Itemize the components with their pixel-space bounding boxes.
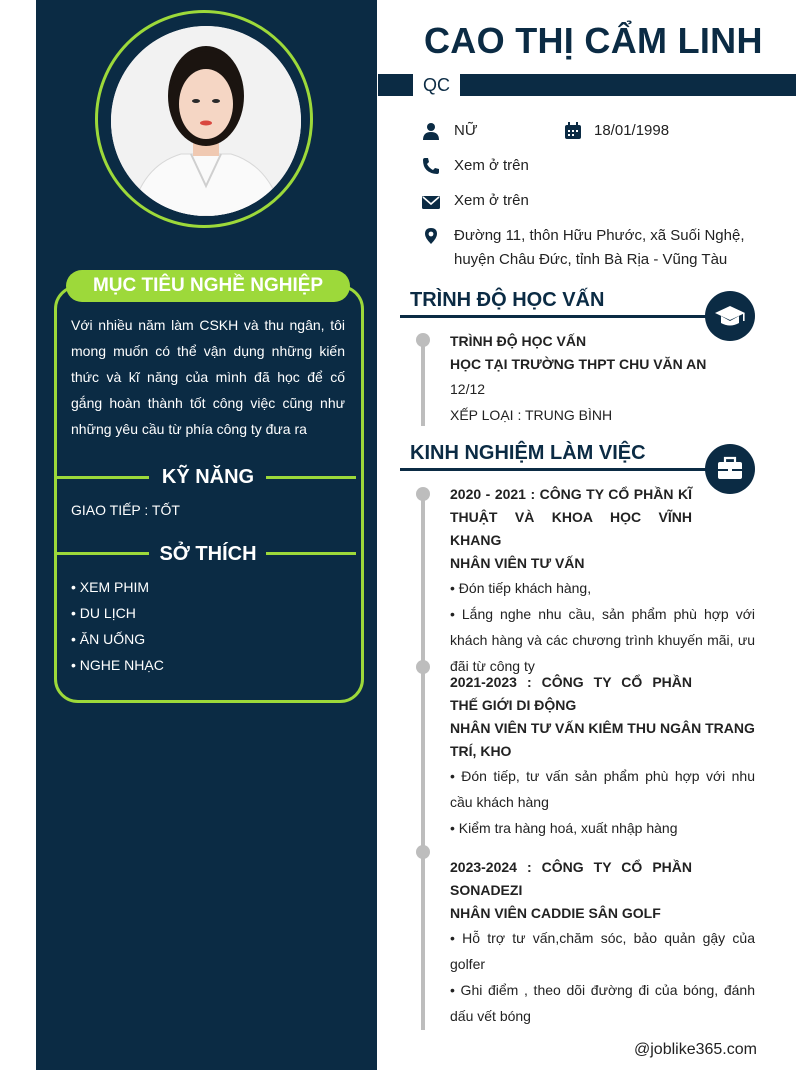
timeline-dot bbox=[416, 660, 430, 674]
candidate-name: CAO THỊ CẨM LINH bbox=[424, 20, 763, 61]
school-name: HỌC TẠI TRƯỜNG THPT CHU VĂN AN bbox=[450, 356, 707, 372]
job-duty: • Lắng nghe nhu cầu, sản phẩm phù hợp với khách hàng và các chương trình khuyến mãi, ưu đãi từ công ty bbox=[450, 606, 755, 674]
gender: NỮ bbox=[454, 122, 478, 139]
rank: XẾP LOẠI : TRUNG BÌNH bbox=[450, 407, 613, 423]
skills-title: KỸ NĂNG bbox=[161, 466, 255, 488]
grade: 12/12 bbox=[450, 381, 486, 397]
phone: Xem ở trên bbox=[454, 157, 529, 174]
hobby-item: • NGHE NHẠC bbox=[71, 657, 164, 673]
hobbies-title: SỞ THÍCH bbox=[159, 543, 257, 565]
job-heading: 2020 - 2021 : CÔNG TY CỔ PHẦN KĨ THUẬT VÀ KHOA HỌC VĨNH KHANG bbox=[450, 486, 692, 548]
avatar bbox=[111, 26, 301, 216]
job-entry bbox=[450, 856, 755, 1029]
job-heading: 2021-2023 : CÔNG TY CỔ PHẦN THẾ GIỚI DI ĐỘNG bbox=[450, 674, 692, 713]
objective-title: MỤC TIÊU NGHỀ NGHIỆP bbox=[66, 270, 350, 302]
phone-icon bbox=[422, 157, 440, 175]
divider bbox=[266, 552, 356, 555]
job-position: NHÂN VIÊN TƯ VẤN bbox=[450, 555, 585, 571]
skill-item: GIAO TIẾP : TỐT bbox=[71, 502, 180, 518]
job-entry bbox=[450, 483, 755, 679]
education-title: TRÌNH ĐỘ HỌC VẤN bbox=[410, 289, 605, 311]
job-duty: • Đón tiếp, tư vấn sản phẩm phù hợp với nhu cầu khách hàng bbox=[450, 768, 755, 810]
objective-text: Với nhiều năm làm CSKH và thu ngân, tôi mong muốn có thể vận dụng những kiến thức và kĩ năng của mình đã học để cố gắng hoàn thành tốt công việc cũng như những yêu cầu từ phía công ty đưa ra bbox=[71, 317, 345, 437]
divider bbox=[266, 476, 356, 479]
experience-title: KINH NGHIỆM LÀM VIỆC bbox=[410, 442, 646, 464]
education-entry bbox=[450, 330, 755, 428]
location-icon bbox=[422, 227, 440, 245]
divider bbox=[400, 468, 730, 471]
address-line-1: Đường 11, thôn Hữu Phước, xã Suối Nghệ, bbox=[454, 227, 745, 244]
address-line-2: huyện Châu Đức, tỉnh Bà Rịa - Vũng Tàu bbox=[454, 251, 728, 268]
watermark: @joblike365.com bbox=[634, 1041, 757, 1058]
divider bbox=[57, 476, 149, 479]
birthdate: 18/01/1998 bbox=[594, 122, 670, 139]
job-duty: • Đón tiếp khách hàng, bbox=[450, 580, 592, 596]
calendar-icon bbox=[564, 122, 582, 140]
job-duty: • Kiểm tra hàng hoá, xuất nhập hàng bbox=[450, 820, 678, 836]
job-heading: 2023-2024 : CÔNG TY CỔ PHẦN SONADEZI bbox=[450, 859, 692, 898]
timeline-dot bbox=[416, 845, 430, 859]
timeline-line bbox=[421, 492, 425, 1030]
job-position: NHÂN VIÊN CADDIE SÂN GOLF bbox=[450, 905, 661, 921]
job-entry bbox=[450, 671, 755, 841]
divider bbox=[57, 552, 149, 555]
timeline-line bbox=[421, 338, 425, 426]
email-icon bbox=[422, 193, 440, 211]
hobby-item: • XEM PHIM bbox=[71, 579, 150, 595]
timeline-dot bbox=[416, 487, 430, 501]
education-heading: TRÌNH ĐỘ HỌC VẤN bbox=[450, 333, 587, 349]
hobby-item: • ĂN UỐNG bbox=[71, 631, 146, 647]
user-icon bbox=[422, 122, 440, 140]
job-duty: • Hỗ trợ tư vấn,chăm sóc, bảo quản gậy của golfer bbox=[450, 930, 755, 972]
role-label: QC bbox=[413, 72, 460, 98]
divider bbox=[400, 315, 730, 318]
timeline-dot bbox=[416, 333, 430, 347]
hobby-item: • DU LỊCH bbox=[71, 605, 136, 621]
job-duty: • Ghi điểm , theo dõi đường đi của bóng, đánh dấu vết bóng bbox=[450, 982, 755, 1024]
job-position: NHÂN VIÊN TƯ VẤN KIÊM THU NGÂN TRANG TRÍ, KHO bbox=[450, 720, 755, 759]
email: Xem ở trên bbox=[454, 192, 529, 209]
